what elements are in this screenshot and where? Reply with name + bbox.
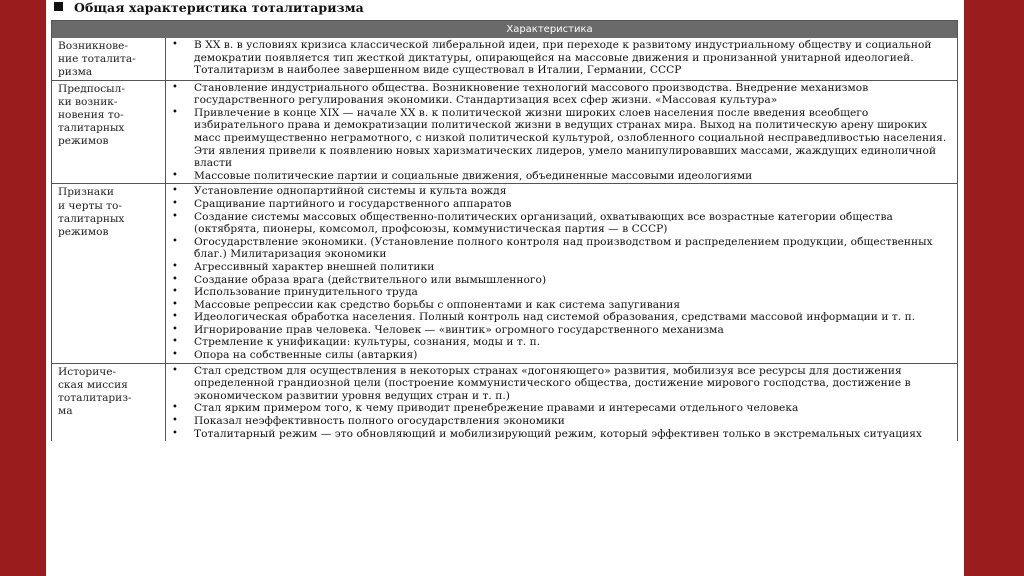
bullet-icon: • — [172, 311, 178, 323]
list-item-text: Стал ярким примером того, к чему приводит пренебрежение правами и интересами отдельного человека — [194, 402, 799, 415]
bullet-icon: • — [172, 415, 178, 427]
list-item — [170, 261, 953, 274]
list-item — [170, 107, 953, 170]
list-item-text: Опора на собственные силы (автаркия) — [194, 349, 418, 362]
table-header — [52, 21, 957, 38]
list-item-text: Привлечение в конце XIX — начале XX в. к политической жизни широких слоев населения после введения всеобщего избирательного права и демократизации политической жизни в ведущих странах мира. Выход на политическую арену широких масс преимущественно неграмотного, с низкой политической культурой, озлобленного социальной несправедливостью населения. Эти явления привели к появлению новых харизматических лидеров, умело манипулировавших массами, жаждущих единоличной власти — [194, 106, 947, 170]
bullet-icon: • — [172, 39, 178, 50]
bullet-icon: • — [172, 235, 178, 247]
bullet-icon: • — [172, 273, 178, 285]
list-item-text: Становление индустриального общества. Возникновение технологий массового производства. Внедрение механизмов государственного регулирования экономики. Стандартизация всех сфер жизни. «Массовая культура» — [194, 81, 869, 107]
row-content — [166, 38, 957, 80]
list-item-text: Показал неэффективность полного огосударствления экономики — [194, 415, 565, 428]
list-item-text: Массовые политические партии и социальные движения, объединенные массовыми идеологиями — [194, 169, 753, 182]
bullet-icon: • — [172, 185, 178, 197]
list-item — [170, 211, 953, 236]
bullet-icon: • — [172, 81, 178, 93]
bullet-icon: • — [172, 210, 178, 222]
bullet-icon: • — [172, 106, 178, 118]
list-item-text: Стал средством для осуществления в некоторых странах «догоняющего» развития, мобилизуя все ресурсы для достижения определенной грандиозной цели (построение коммунистического общества, достижение мирового господства, достижение в экономическом развитии уровня ведущих стран и т. п.) — [194, 364, 911, 402]
list-item — [170, 170, 953, 183]
list-item — [170, 402, 953, 415]
bullet-icon: • — [172, 286, 178, 298]
table-header-label: Характеристика — [506, 24, 593, 35]
bullet-icon: • — [172, 402, 178, 414]
table-row — [52, 363, 957, 442]
list-item — [170, 286, 953, 299]
list-item — [170, 324, 953, 337]
list-item-text: Сращивание партийного и государственного аппаратов — [194, 197, 512, 210]
table-row — [52, 38, 957, 80]
list-item — [170, 311, 953, 324]
list-item — [170, 299, 953, 312]
list-item — [170, 39, 953, 77]
bullet-icon: • — [172, 197, 178, 209]
row-label: Признаки и черты то- талитарных режимов — [52, 184, 166, 362]
bullet-icon: • — [172, 336, 178, 348]
row-content — [166, 184, 957, 362]
list-item — [170, 185, 953, 198]
row-label: Возникнове- ние тоталита- ризма — [52, 38, 166, 80]
row-content — [166, 81, 957, 184]
characteristics-table — [51, 20, 958, 441]
bullet-icon: • — [172, 364, 178, 376]
list-item — [170, 428, 953, 441]
list-item — [170, 336, 953, 349]
bullet-icon: • — [172, 323, 178, 335]
title-bullet-square — [54, 2, 63, 11]
table-body — [52, 38, 957, 441]
list-item — [170, 274, 953, 287]
title-row — [54, 0, 364, 14]
table-row — [52, 183, 957, 362]
row-label: Историче- ская миссия тоталитариз- ма — [52, 364, 166, 442]
bullet-icon: • — [172, 169, 178, 181]
list-item — [170, 415, 953, 428]
list-item-text: Массовые репрессии как средство борьбы с оппонентами и как система запугивания — [194, 298, 681, 311]
list-item — [170, 198, 953, 211]
list-item-text: Создание системы массовых общественно-политических организаций, охватывающих все возрастные категории общества (октябрята, пионеры, комсомол, профсоюзы, коммунистическая партия — в СССР) — [194, 210, 893, 236]
document-page — [46, 0, 964, 576]
list-item-text: Установление однопартийной системы и культа вождя — [194, 185, 507, 198]
list-item — [170, 349, 953, 362]
list-item — [170, 82, 953, 107]
table-row — [52, 80, 957, 184]
list-item-text: Создание образа врага (действительного или вымышленного) — [194, 273, 547, 286]
list-item-text: Использование принудительного труда — [194, 286, 418, 299]
bullet-icon: • — [172, 260, 178, 272]
bullet-icon: • — [172, 298, 178, 310]
list-item-text: Игнорирование прав человека. Человек — «винтик» огромного государственного механизма — [194, 323, 724, 336]
list-item-text: Идеологическая обработка населения. Полный контроль над системой образования, средствами массовой информации и т. п. — [194, 311, 916, 324]
list-item-text: Тоталитарный режим — это обновляющий и мобилизирующий режим, который эффективен только в экстремальных ситуациях — [194, 427, 923, 440]
list-item — [170, 365, 953, 403]
list-item-text: Огосударствление экономики. (Установление полного контроля над производством и распределением продукции, общественных благ.) Милитаризация экономики — [194, 235, 933, 261]
row-content — [166, 364, 957, 442]
page-title: Общая характеристика тоталитаризма — [74, 0, 364, 15]
row-label: Предпосыл- ки возник- новения то- талитарных режимов — [52, 81, 166, 184]
list-item-text: В XX в. в условиях кризиса классической либеральной идеи, при переходе к развитому индустриальному обществу и социальной демократии появляется тип жесткой диктатуры, опирающейся на массовые движения и пронизанной унитарной идеологией. Тоталитаризм в наиболее завершенном виде существовал в Италии, Германии, СССР — [194, 39, 932, 77]
list-item — [170, 236, 953, 261]
list-item-text: Стремление к унификации: культуры, сознания, моды и т. п. — [194, 336, 541, 349]
list-item-text: Агрессивный характер внешней политики — [194, 260, 435, 273]
bullet-icon: • — [172, 427, 178, 439]
bullet-icon: • — [172, 349, 178, 361]
